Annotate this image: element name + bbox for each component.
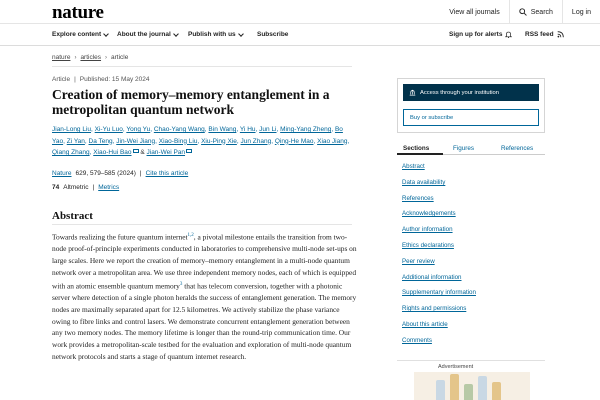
- author-link[interactable]: Xiao-Hui Bao: [93, 149, 132, 156]
- breadcrumb-articles[interactable]: articles: [80, 54, 102, 61]
- authors-and: &: [140, 149, 145, 156]
- divider: [52, 66, 352, 67]
- top-links: [440, 0, 600, 24]
- chevron-down-icon: [103, 31, 109, 37]
- section-link-additional-info[interactable]: Additional information: [402, 273, 462, 281]
- breadcrumb-separator-icon: ›: [74, 54, 77, 61]
- section-link-supplementary[interactable]: Supplementary information: [402, 289, 476, 297]
- article-title: Creation of memory–memory entanglement in a metropolitan quantum network: [52, 87, 330, 117]
- author-link[interactable]: Zi Yan: [66, 137, 85, 145]
- section-link-acknowledgements[interactable]: Acknowledgements: [402, 210, 456, 218]
- about-journal-menu[interactable]: [117, 31, 178, 38]
- author-link[interactable]: Ming-Yang Zheng: [280, 126, 332, 133]
- author-link[interactable]: Xiao Jiang: [317, 137, 348, 145]
- sign-up-alerts-link[interactable]: [449, 31, 512, 38]
- author-link[interactable]: Qing-He Mao: [274, 137, 314, 145]
- meta-separator: |: [139, 170, 142, 177]
- author-link[interactable]: Jian-Long Liu: [52, 126, 92, 133]
- author-link[interactable]: Xi-Yu Luo: [94, 126, 123, 133]
- search-label: Search: [530, 8, 553, 16]
- breadcrumb-separator-icon: ›: [105, 54, 108, 61]
- article-meta: [52, 76, 150, 83]
- chevron-down-icon: [173, 31, 179, 37]
- metrics-link[interactable]: Metrics: [98, 184, 120, 191]
- author-link[interactable]: Da Teng: [88, 137, 113, 145]
- abstract-part-3: that has telecom conversion, together with a photonic server where detection of a single photon heralds the success of entanglement generation. The memory nodes are maximally separated apart for 12.5 kilometres. We actively stabilize the phase variance owing to fibre links and control lasers. We demonstrate concurrent entanglement generation between any two memory nodes. The memory lifetime is longer than the round-trip communication time. Our work provides a metropolitan-scale testbed for the evaluation and exploration of multi-node quantum network protocols and starts a stage of quantum internet research.: [52, 281, 357, 361]
- rss-label: RSS feed: [525, 31, 554, 38]
- explore-label: Explore content: [52, 31, 102, 38]
- author-link[interactable]: Bo Yao: [52, 126, 343, 145]
- abstract-part-2: , a pivotal milestone entails the transition from two-node proof-of-principle experiments conducted in laboratories to comprehensive multi-node set-ups on large scales. Here we report the creation of memory–memory entanglement in a multi-node quantum network over a metropolitan area. We use three independent memory nodes, each of which is equipped with an atomic ensemble quantum memory: [52, 232, 357, 291]
- author-link[interactable]: Bin Wang: [208, 126, 237, 133]
- section-link-references[interactable]: References: [402, 194, 434, 202]
- section-link-data-availability[interactable]: Data availability: [402, 178, 446, 186]
- tab-references[interactable]: References: [501, 145, 534, 152]
- chevron-down-icon: [238, 31, 244, 37]
- buy-subscribe-button[interactable]: Buy or subscribe: [403, 109, 539, 126]
- nature-logo[interactable]: nature: [52, 2, 104, 23]
- journal-link[interactable]: Nature: [52, 170, 72, 177]
- section-link-about[interactable]: About this article: [402, 320, 448, 328]
- top-bar: [0, 0, 600, 24]
- divider: [52, 224, 352, 225]
- ad-graphic: [492, 382, 501, 400]
- alerts-label: Sign up for alerts: [449, 31, 503, 38]
- access-box: [397, 78, 545, 133]
- rss-icon: [557, 31, 564, 38]
- section-link-comments[interactable]: Comments: [402, 336, 432, 344]
- citation-details: 629, 579–585 (2024): [75, 170, 136, 177]
- explore-content-menu[interactable]: [52, 31, 108, 38]
- abstract-heading: Abstract: [52, 210, 93, 222]
- article-type: Article: [52, 76, 71, 83]
- main-nav: [0, 24, 600, 46]
- about-label: About the journal: [117, 31, 171, 38]
- author-link[interactable]: Jun Li: [259, 126, 277, 133]
- ad-graphic: [464, 384, 473, 400]
- divider: [397, 360, 545, 361]
- bell-icon: [505, 31, 512, 38]
- section-link-abstract[interactable]: Abstract: [402, 163, 425, 170]
- section-link-ethics[interactable]: Ethics declarations: [402, 241, 454, 249]
- access-institution-button[interactable]: [403, 84, 539, 101]
- citation-line: [52, 170, 188, 177]
- meta-separator: |: [92, 184, 95, 191]
- reference-link[interactable]: 1,2: [187, 233, 194, 238]
- ad-graphic: [436, 380, 445, 400]
- meta-separator: |: [74, 76, 76, 83]
- search-icon: [519, 8, 527, 16]
- author-link[interactable]: Xiao-Bing Liu: [158, 137, 198, 145]
- mail-icon[interactable]: [186, 149, 192, 154]
- author-link[interactable]: Qiang Zhang: [52, 149, 90, 156]
- publish-label: Publish with us: [188, 31, 236, 38]
- altmetric-value: 74: [52, 184, 60, 191]
- breadcrumb: [52, 54, 128, 61]
- reference-link[interactable]: 3: [179, 281, 183, 287]
- view-all-journals-link[interactable]: View all journals: [449, 8, 500, 16]
- active-tab-indicator: [397, 153, 443, 155]
- ad-graphic: [478, 376, 487, 400]
- breadcrumb-current: article: [111, 54, 129, 61]
- ad-graphic: [450, 374, 459, 400]
- tab-figures[interactable]: Figures: [453, 145, 474, 152]
- section-link-author-information[interactable]: Author information: [402, 226, 453, 234]
- publish-date: Published: 15 May 2024: [79, 76, 150, 83]
- altmetric-label: Altmetric: [63, 184, 89, 191]
- advertisement-label: Advertisement: [438, 364, 474, 370]
- sidebar-tabs: [397, 142, 545, 155]
- breadcrumb-nature[interactable]: nature: [52, 54, 71, 61]
- author-link[interactable]: Yong Yu: [126, 126, 151, 133]
- mail-icon[interactable]: [133, 149, 139, 154]
- search-button[interactable]: [509, 0, 562, 24]
- subscribe-link[interactable]: Subscribe: [257, 31, 289, 38]
- login-link[interactable]: Log in: [562, 0, 600, 24]
- section-link-peer-review[interactable]: Peer review: [402, 257, 435, 265]
- access-label: Access through your institution: [420, 89, 499, 96]
- author-link[interactable]: Jian-Wei Pan: [146, 149, 186, 156]
- author-link[interactable]: Xiu-Ping Xie: [201, 137, 237, 145]
- author-link[interactable]: Jin-Wei Jiang: [116, 137, 156, 145]
- rss-feed-link[interactable]: [525, 31, 564, 38]
- cite-article-link[interactable]: Cite this article: [145, 170, 189, 177]
- altmetric-line: [52, 184, 119, 191]
- abstract-part-1: Towards realizing the future quantum internet: [52, 232, 188, 242]
- advertisement-image[interactable]: [414, 372, 530, 400]
- author-link[interactable]: Yi Hu: [239, 126, 256, 133]
- tab-sections[interactable]: Sections: [403, 145, 430, 152]
- institution-icon: [409, 89, 416, 96]
- author-link[interactable]: Jun Zhang: [240, 137, 272, 145]
- section-list: [402, 163, 542, 353]
- abstract-text: [52, 230, 357, 363]
- author-link[interactable]: Chao-Yang Wang: [153, 126, 205, 133]
- section-link-rights[interactable]: Rights and permissions: [402, 305, 467, 313]
- author-list: Jian-Long Liu, Xi-Yu Luo, Yong Yu, Chao-Yang Wang, Bin Wang, Yi Hu, Jun Li, Ming-Yang Zheng, Bo Yao, Zi Yan, Da Teng, Jin-Wei Jiang, Xiao-Bing Liu, Xiu-Ping Xie, Jun Zhang, Qing-He Mao, Xiao Jiang, Qiang Zhang, Xiao-Hui Bao & Jian-Wei Pan: [52, 126, 350, 156]
- publish-with-us-menu[interactable]: [188, 31, 243, 38]
